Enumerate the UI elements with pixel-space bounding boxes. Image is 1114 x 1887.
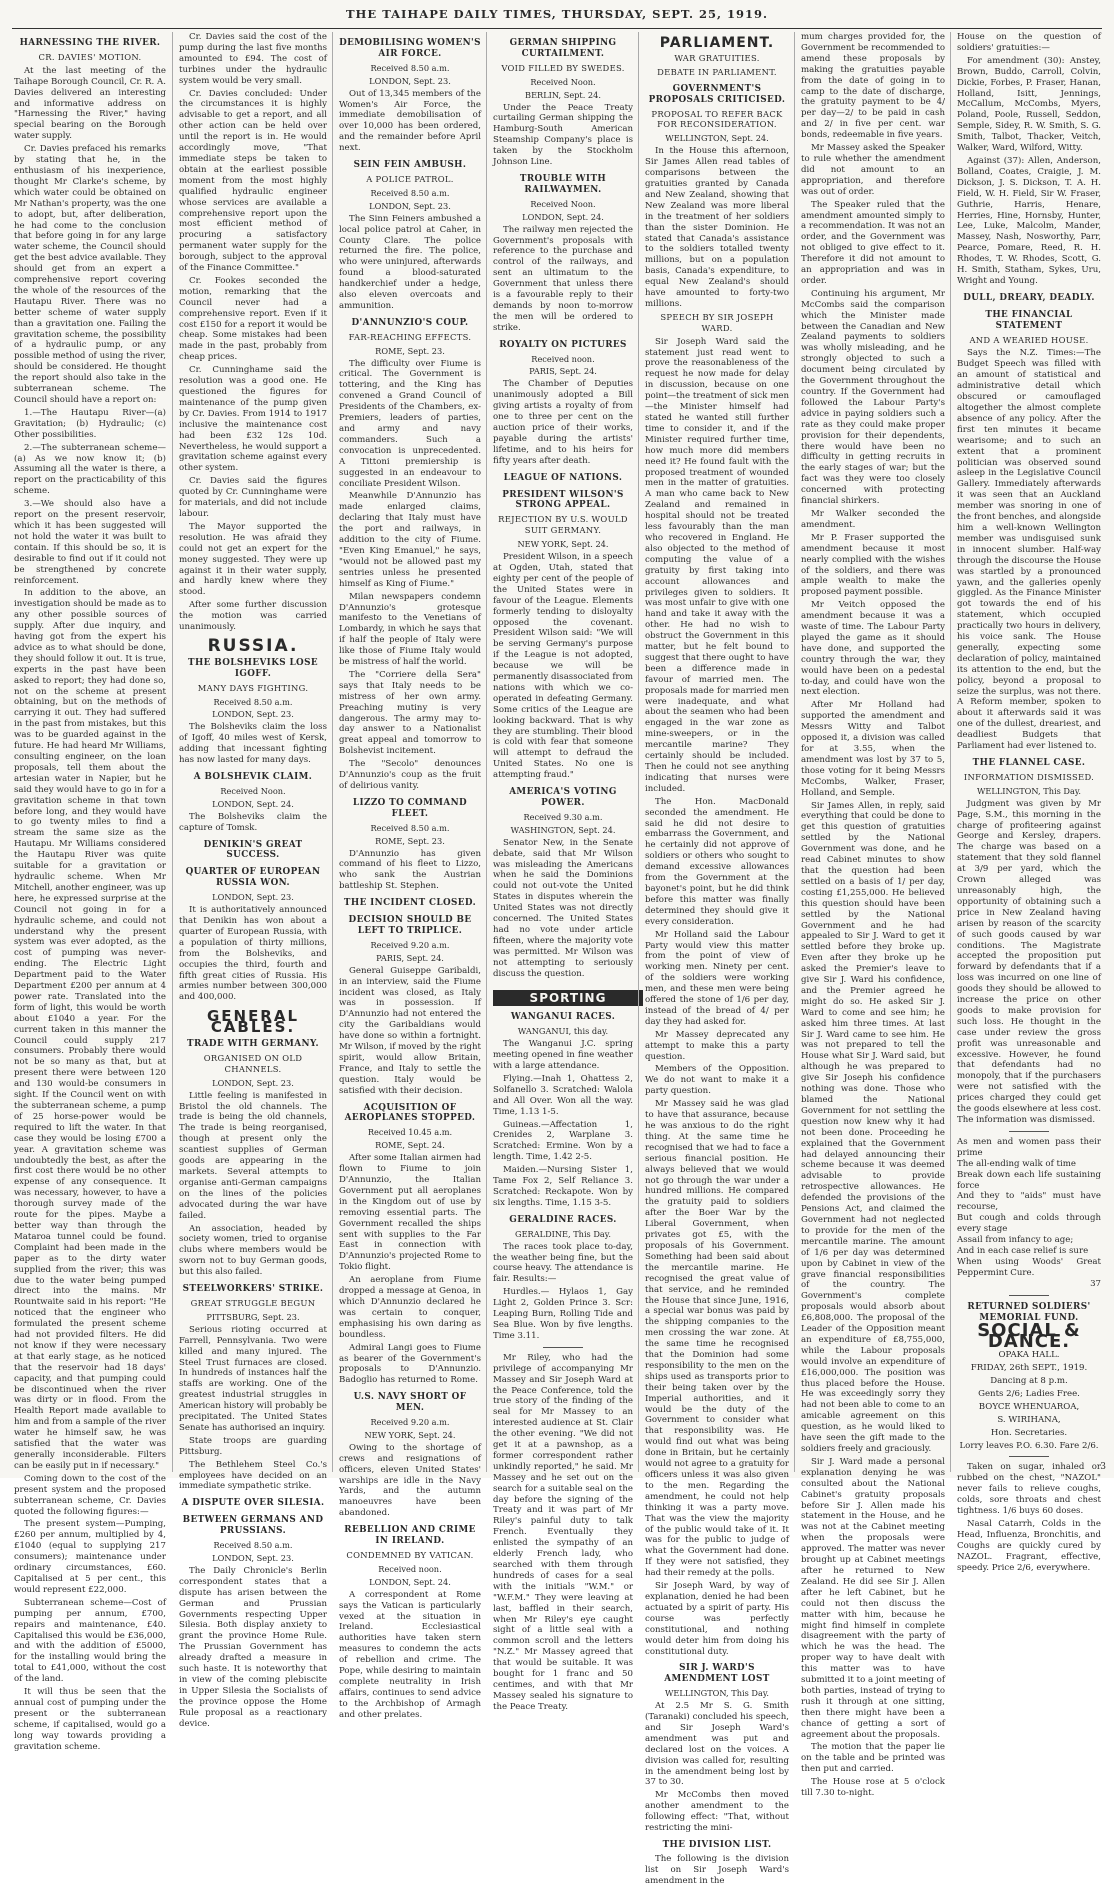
headline: A BOLSHEVIK CLAIM.: [193, 772, 313, 782]
paragraph: Under the Peace Treaty curtailing German shipping the Hamburg-South American Steamship Company's place is taken by the Stockholm Johnson Line.: [493, 102, 633, 168]
paragraph: Cr. Cunninghame said the resolution was a good one. He questioned the figures for maintenance of the pump given by Cr. Davies. From 1914 to 1917 inclusive the maintenance cost had been £32 12s 10d. Nevertheless, he would support a gravitation scheme against every other system.: [179, 365, 327, 474]
headline: DECISION SHOULD BE LEFT TO TRIPLICE.: [348, 915, 472, 936]
paragraph: The difficulty over Fiume is critical. The Government is tottering, and the King has convened a Grand Council of Presidents of the Chambers, ex-Premiers, leaders of parties, and army and navy commanders. Such a convocation is unprecedented. A Tittoni premiership is suggested in an endeavour to conciliate President Wilson.: [339, 358, 481, 489]
paragraph: The motion that the paper lie on the table and be printed was then put and carried.: [801, 1742, 945, 1775]
paragraph: In the House this afternoon, Sir James Allen read tables of comparisons between the gratuities granted by Canada and New Zealand, showing that New Zealand was more liberal in the treatment of her soldiers than the sister Dominion. He stated that Canada's assistance to the soldiers totalled twenty millions, but on a population basis, Canada's expenditure, to equal New Zealand's should have amounted to forty-two millions.: [645, 146, 789, 309]
paragraph: An association, headed by society women, tried to organise clubs where members would be sworn not to buy German goods, but this also failed.: [179, 1223, 327, 1278]
ad-title: SOCIAL & DANCE.: [977, 1320, 1081, 1353]
column-7: [950, 32, 1107, 1573]
paragraph: Sir Joseph Ward said the statement just read went to prove the reasonableness of the request he now made for delay in discussion, because on one point—the treatment of sick men—the Minister himself had stated he wanted still further time to consider it, and if the Minister required further time, how much more did members need it? He found fault with the proposed treatment of wounded men in the matter of gratuities. A man who came back to New Zealand and remained in hospital should not be treated less favourably than the man who recovered in England. He also objected to the method of computing the value of a gratuity by first taking into account allowances and privileges given to soldiers. It was most unfair to give with one hand and take it away with the other. He had no wish to obstruct the Government in this matter, but he felt bound to suggest that there ought to have been a difference made in favour of married men. The proposals made for married men were inadequate, and what about the seamen who had been engaged in the war zone as mine-sweepers, or in the mercantile marine? They certainly should be included. Then he could not see anything indicating that nurses were included.: [645, 336, 789, 794]
dateline: LONDON, Sept. 23.: [369, 200, 451, 211]
paragraph: The present system—Pumping, £260 per annum, multiplied by 4, £1040 (equal to supplying 217 consumers); maintenance under ordinary circumstances, £60. Capitalised at 5 per cent., this would represent £22,000.: [14, 1519, 166, 1595]
dateline: NEW YORK, Sept. 24.: [517, 539, 609, 550]
paragraph: House on the question of soldiers' gratuities:—: [957, 32, 1101, 53]
dateline: Received 8.50 a.m.: [213, 1540, 293, 1551]
paragraph: At 2.5 Mr S. G. Smith (Taranaki) concluded his speech, and Sir Joseph Ward's amendment was put and declared lost on the voices. A division was called for, resulting in the amendment being lost by 37 to 30.: [645, 1701, 789, 1788]
headline: ACQUISITION OF AEROPLANES STOPPED.: [344, 1102, 476, 1124]
dateline: Received 8.50 a.m.: [213, 696, 293, 707]
paragraph: The "Secolo" denounces D'Annunzio's coup as the fruit of delirious vanity.: [339, 759, 481, 791]
paragraph: Mr Riley, who had the privilege of accompanying Mr Massey and Sir Joseph Ward at the Peace Conference, told the true story of the finding of the seal for Mr Massey to an interested audience at St. Clair the other evening. "We did not get it at a pawnshop, as a former correspondent rather unkindly reported," he said. Mr Massey and he set out on the search for a suitable seal on the day before the signing of the Treaty and it was part of Mr Riley's painful duty to talk French. Eventually they enlisted the sympathy of an elderly French lady, who searched with them through hundreds of cases for a seal with the initials "W.M." or "W.F.M." They were leaving at last, baffled in their search, when Mr Riley's eye caught sight of a little seal with a common scroll and the letters "N.Z." Mr Massey agreed that that would be suitable. It was bought for 1 franc and 50 centimes, and with that Mr Massey sealed his signature to the Peace Treaty.: [493, 1352, 633, 1712]
headline: TROUBLE WITH RAILWAYMEN.: [519, 173, 607, 195]
subheadline: CR. DAVIES' MOTION.: [38, 51, 142, 62]
headline: GERMAN SHIPPING CURTAILMENT.: [509, 38, 617, 59]
headline: AMERICA'S VOTING POWER.: [509, 787, 617, 808]
paragraph: Members of the Opposition. We do not want to make it a party question.: [645, 1064, 789, 1097]
paragraph: Owing to the shortage of crews and resignations of officers, eleven United States' warships are idle in the Navy Yards, and the autumn manoeuvres have been abandoned.: [339, 1442, 481, 1519]
verse-line: The all-ending walk of time: [957, 1158, 1076, 1169]
dateline: WASHINGTON, Sept. 24.: [510, 824, 616, 835]
paragraph: In addition to the above, an investigation should be made as to any other possible sources of supply. After due inquiry, and having got from the expert his advice as to what should be done, they should follow it out. It is true, experts in the past have been asked to report; they had done so, not on the scheme at present obtaining, but on the methods of carrying it out. They had suffered in the past from mistakes, but this was to be guarded against in the future. He had heard Mr Williams, consulting engineer, on the loan proposals, tell them about the artesian water in Napier, but he said they would have to go in for a gravitation scheme in that town before long, and they would have to go twenty miles to find a stream the same size as the Hautapu. Mr Williams considered the Hautapu River was quite suitable for a gravitation or hydraulic scheme. When Mr Mitchell, another engineer, was up here, he expressed surprise at the Council not going in for a hydraulic scheme, and could not understand why the present system was ever adopted, as the cost of pumping was never-ending. The Electric Light Department paid to the Water Department £200 per annum at 4 power rate. Translated into the form of light, this would be worth about £1040 a year. For the current taken in this manner the Council could supply 217 consumers. Probably there would not be so many as that, but at present there were between 120 and 130 would-be consumers in sight. If the Council went on with the subterranean scheme, a pump of 25 horse-power would be required to lift the water. In that case they would be losing £700 a year. A gravitation scheme was undoubtedly the best, as after the first cost there would be no other expense of any consequence. It was necessary, however, to have a thorough survey made of the route for the pipes. Maybe a better way than through the Mataroa tunnel could be found. Complaint had been made in the paper as to the dirty water supplied from the river; this was due to the water being pumped direct into the mains. Mr Rountwaite said in his report: "He noticed that the engineer who formulated the present scheme had not provided filters. He did not know if they were necessary at that early stage, as he noticed that the reservoir had 18 days' capacity, and that pumping could be discontinued when the river was dirty or in flood. From the Health Report made available to him and from a sample of the river water he himself saw, he was satisfied that the water was generally inconsiderable. Filters can be easily put in if necessary.": [14, 588, 167, 1471]
headline: QUARTER OF EUROPEAN RUSSIA WON.: [185, 867, 321, 889]
dateline: NEW YORK, Sept. 24.: [364, 1429, 456, 1440]
paragraph: 1.—The Hautapu River—(a) Gravitation; (b) Hydraulic; (c) Other possibilities.: [14, 407, 166, 440]
dateline: LONDON, Sept. 24.: [212, 798, 294, 809]
paragraph: After some Italian airmen had flown to Fiume to join D'Annunzio, the Italian Government put all aeroplanes in the Kingdom out of use by removing essential parts. The Government recalled the ships sent with supplies to the Far East in connection with D'Annunzio's projected Rome to Tokio flight.: [339, 1153, 481, 1273]
paragraph: The Bolsheviks claim the capture of Tomsk.: [179, 811, 327, 833]
dateline: LONDON, Sept. 23.: [212, 1077, 294, 1088]
paragraph: The races took place to-day, the weather being fine, but the course heavy. The attendance is fair. Results:—: [493, 1241, 633, 1285]
subheadline: REJECTION BY U.S. WOULD SUIT GERMANY.: [498, 514, 628, 536]
paragraph: 3.—We should also have a report on the present reservoir, which it has been suggested will not hold the water it was built to contain. If this should be so, it is desirable to find out if it could not be strengthened by concrete reinforcement.: [14, 499, 166, 586]
paragraph: It will thus be seen that the annual cost of pumping under the present or the subterranean scheme, if capitalised, would go a long way towards providing a gravitation scheme.: [14, 1687, 166, 1752]
verse-line: And they to "aids" must have recourse,: [957, 1191, 1101, 1213]
paragraph: The Chamber of Deputies unanimously adopted a Bill giving artists a royalty of from one to three per cent on the auction price of their works, payable during the artists' lifetime, and to his heirs for fifty years after death.: [493, 379, 633, 466]
column-6: [794, 32, 951, 1799]
dateline: LONDON, Sept. 23.: [369, 75, 451, 86]
ad-venue: OPAKA HALL.: [998, 1350, 1060, 1361]
separator: [1009, 1456, 1049, 1457]
masthead: THE TAIHAPE DAILY TIMES, THURSDAY, SEPT. 25, 1919.: [346, 7, 768, 21]
paragraph: State troops are guarding Pittsburg.: [179, 1435, 327, 1457]
verse-line: Assail from infancy to age;: [957, 1235, 1074, 1246]
paragraph: For amendment (30): Anstey, Brown, Buddo, Carroll, Colvin, Dickie, Forbes, P. Fraser, Hanan, Holland, Isitt, Jennings, McCallum, McCombs, Myers, Poland, Poole, Russell, Seddon, Semple, Sidey, R. W. Smith, S. G. Smith, Talbot, Thacker, Veitch, Walker, Ward, Wilford, Witty.: [957, 55, 1101, 154]
headline: THE BOLSHEVIKS LOSE IGOFF.: [188, 657, 318, 679]
paragraph: Out of 13,345 members of the Women's Air Force, the immediate demobilisation of over 10,000 has been ordered, and the remainder before April next.: [339, 88, 481, 154]
dateline: Received 9.20 a.m.: [370, 1417, 450, 1428]
ad-date: FRIDAY, 26th SEPT., 1919.: [970, 1363, 1088, 1374]
paragraph: Cr. Davies prefaced his remarks by stating that he, in the enthusiasm of his inexperience, thought Mr Clarke's scheme, by which water could be obtained on Mr Nathan's property, was the one to adopt, but, after deliberation, he had come to the conclusion that before going in for any large water scheme, the Council should get the best advice available. They should get from an expert a comprehensive report covering the whole of the resources of the Hautapu River. There was no better scheme of water supply than a gravitation one. Failing the gravitation scheme, the possibility of a hydraulic pump, or any possible method of using the river, should be considered. He thought the report should also take in the subterranean scheme. The Council should have a report on:: [14, 144, 166, 405]
paragraph: Against (37): Allen, Anderson, Bolland, Coates, Craigie, J. M. Dickson, J. S. Dickson, T. A. H. Field, W. H. Field, Sir W. Fraser, Guthrie, Harris, Henare, Herries, Hine, Hornsby, Hunter, Lee, Luke, Malcolm, Mander, Massey, Nash, Nosworthy, Parr, Pearce, Pomare, Reed, R. H. Rhodes, T. W. Rhodes, Scott, G. H. Smith, Statham, Sykes, Uru, Wright and Young.: [957, 155, 1101, 286]
paragraph: Guineas.—Affectation 1, Crenides 2, Warplane 3. Scratched: Ermine. Won by a length. Time, 1.42 2-5.: [493, 1119, 633, 1163]
headline: DULL, DREARY, DEADLY.: [963, 292, 1095, 303]
paragraph: Mr Massey deprecated any attempt to make this a party question.: [645, 1029, 789, 1062]
headline: THE DIVISION LIST.: [662, 1840, 772, 1850]
column-1: [8, 32, 172, 1752]
dateline: Received 8.50 a.m.: [370, 187, 450, 198]
dateline: WANGANUI, this day.: [517, 1026, 609, 1037]
dateline: Received 10.45 a.m.: [367, 1127, 453, 1138]
headline: REBELLION AND CRIME IN IRELAND.: [344, 1525, 476, 1547]
dateline: Received 9.30 a.m.: [523, 811, 603, 822]
paragraph: Mr Massey said he was glad to have that assurance, because he was anxious to do the right thing. At the same time he recognised that we had to face a serious financial position. He always believed that we would not go through the war under a hundred millions. He compared the gratuity paid to soldiers after the Boer War by the Liberal Government, when privates got £5, with the proposals of his Government. Something had been said about the mercantile marine. He recognised the great value of that service, and he reminded the House that since June, 1916, a special war bonus was paid by the shipping companies to the men crossing the war zone. At the same time he recognised that the Dominion had some responsibility to the men on the ships used as transports prior to their being taken over by the Imperial authorities, and it would be the duty of the Government to consider what that responsibility was. He would find out what was being done in Britain, but he certainly would not agree to a gratuity for officers unless it was also given to the men. Regarding the amendment, he could not help thinking it was a party move. That was the view the majority of the public would take of it. It was for the public to judge of what the Government had done. If they were not satisfied, they had their remedy at the polls.: [645, 1099, 789, 1579]
paragraph: Cr. Davies said the cost of the pump during the last five months amounted to £94. The cost of turbines under the hydraulic system would be very small.: [179, 32, 327, 86]
dateline: LONDON, Sept. 23.: [212, 1553, 294, 1563]
paragraph: The Bethlehem Steel Co.'s employees have decided on an immediate sympathetic strike.: [179, 1459, 327, 1492]
paragraph: Flying.—Inah 1, Ohattess 2, Solfanello 3. Scratched: Walola and All Over. Won all the way. Time, 1.13 1-5.: [493, 1073, 633, 1117]
dateline: PARIS, Sept. 24.: [529, 366, 597, 377]
headline: THE INCIDENT CLOSED.: [343, 898, 477, 909]
paragraph: Senator New, in the Senate debate, said that Mr Wilson was misleading the Americans when he said the Dominions could not out-vote the United States in disputes wherein the United States was not directly concerned. The United States had no vote under article fifteen, where the majority vote was permitted. Mr Wilson was not attempting to seriously discuss the question.: [493, 837, 633, 979]
paragraph: Continuing his argument, Mr McCombs said the comparison which the Minister made between the Canadian and New Zealand payments to soldiers was wholly misleading, and he strongly objected to such a document being circulated by the Government throughout the country. If the Government had followed the Labour Party's advice in paying soldiers such a rate as they could make proper provision for their dependents, there would have been no difficulty in getting recruits in the early stages of war; but the fact was they were too closely concerned with protecting financial shirkers.: [801, 288, 945, 507]
ad-heading: RETURNED SOLDIERS' MEMORIAL FUND.: [967, 1301, 1091, 1323]
paragraph: The Mayor supported the resolution. He was afraid they could not get an expert for the money suggested. They were up against it in their water supply, and hardly knew where they stood.: [179, 521, 327, 598]
ad-organiser: BOYCE WHENUAROA,: [978, 1401, 1080, 1412]
subheadline: SPEECH BY SIR JOSEPH WARD.: [660, 311, 774, 333]
subheadline: VOID FILLED BY SWEDES.: [501, 62, 625, 73]
paragraph: Mr Massey asked the Speaker to rule whether the amendment did not amount to an appropriation, and therefore was out of order.: [801, 143, 945, 197]
paragraph: It is authoritatively announced that Denikin has won about a quarter of European Russia, with a population of thirty millions, from the Bolsheviks, and occupies the third, fourth and fifth great cities of Russia. His armies number between 300,000 and 400,000.: [179, 905, 327, 1003]
subheadline: WAR GRATUITIES.: [674, 52, 760, 63]
dateline: Received 8.50 a.m.: [370, 822, 450, 833]
paragraph: An aeroplane from Fiume dropped a message at Genoa, in which D'Annunzio declared he was certain to conquer, emphasising his own daring as boundless.: [339, 1275, 481, 1340]
paragraph: A correspondent at Rome says the Vatican is particularly vexed at the situation in Ireland. Ecclesiastical authorities have taken stern measures to condemn the acts of rebellion and crime. The Pope, while desiring to maintain complete neutrality in Irish affairs, continues to send advice to the Archbishop of Armagh and other prelates.: [339, 1589, 481, 1720]
paragraph: President Wilson, in a speech at Ogden, Utah, stated that eighty per cent of the people of the United States were in favour of the League. Elements formerly tending to disloyalty opposed the covenant. President Wilson said: "We will be serving Germany's purpose if the League is not adopted, because we will be permanently disassociated from nations with which we co-operated in defeating Germany. Some critics of the League are looking backward. That is why they are stumbling. Their blood is cold with fear that someone will attempt to defraud the United States. No one is attempting fraud.": [493, 552, 633, 781]
paragraph: Mr McCombs then moved another amendment to the following effect: "That, without restricting the mini-: [645, 1790, 789, 1834]
headline: SEIN FEIN AMBUSH.: [353, 160, 467, 171]
dateline: WELLINGTON, This Day.: [665, 1688, 769, 1699]
paragraph: Admiral Langi goes to Fiume as bearer of the Government's proposals to D'Annunzio. Badoglio has returned to Rome.: [339, 1342, 481, 1386]
ad-prices: Gents 2/6; Ladies Free.: [978, 1388, 1080, 1399]
dateline: LONDON, Sept. 23.: [212, 709, 294, 720]
dateline: Received Noon.: [530, 76, 596, 87]
subheadline: A POLICE PATROL.: [366, 173, 454, 184]
headline: STEELWORKERS' STRIKE.: [182, 1284, 324, 1295]
headline: PRESIDENT WILSON'S STRONG APPEAL.: [502, 489, 624, 511]
dateline: WELLINGTON, Sept. 24.: [665, 133, 769, 144]
ad-organiser-title: Hon. Secretaries.: [990, 1427, 1068, 1438]
headline: TRADE WITH GERMANY.: [187, 1039, 319, 1050]
headline: THE FLANNEL CASE.: [972, 758, 1086, 768]
paragraph: 2.—The subterranean scheme—(a) As we now know it; (b) Assuming all the water is there, a report on the practicability of this scheme.: [14, 442, 166, 497]
separator: [1009, 1295, 1049, 1296]
dateline: Received 9.20 a.m.: [370, 939, 450, 950]
paragraph: Nasal Catarrh, Colds in the Head, Influenza, Bronchitis, and Coughs are quickly cured by NAZOL. Fragrant, effective, speedy. Price 2/6, everywhere.: [957, 1519, 1101, 1573]
paragraph: Sir J. Ward made a personal explanation denying he was consulted about the National Cabinet's gratuity proposals before Sir J. Allen made his statement in the House, and he was not at the Cabinet meeting when the proposals were approved. The matter was never brought up at Cabinet meetings after he returned to New Zealand. He did see Sir J. Allen after he left Cabinet, but he could not then discuss the matter with him, because he might find himself in complete disagreement with the party of which he was the head. The proper way to have dealt with this matter was to have submitted it to a joint meeting of both parties, instead of trying to rush it through at one sitting, then there might have been a chance of getting a sort of agreement about the proposals.: [801, 1456, 945, 1740]
paragraph: Subterranean scheme—Cost of pumping per annum, £700, repairs and maintenance, £40. Capitalised this would be £36,000, and with the addition of £5000, for the installing would bring the total to £41,000, without the cost of the land.: [14, 1597, 166, 1685]
paragraph: Milan newspapers condemn D'Annunzio's grotesque manifesto to the Venetians of Lombardy, in which he says that if half the people of Italy were like those of Fiume Italy would be mistress of half the world.: [339, 591, 481, 668]
headline: HARNESSING THE RIVER.: [19, 38, 161, 48]
paragraph: Meanwhile D'Annunzio has made enlarged claims, declaring that Italy must have the port and railways, in addition to the city of Fiume. "Even King Emanuel," he says, "would not be allowed past my sentries unless he presented himself as King of Fiume.": [339, 491, 481, 589]
headline: GERALDINE RACES.: [509, 1214, 617, 1225]
headline: BETWEEN GERMANS AND PRUSSIANS.: [182, 1515, 324, 1537]
paragraph: D'Annunzio has given command of his fleet to Lizzo, who sank the Austrian battleship St. Stephen.: [339, 848, 481, 892]
separator: [543, 1347, 583, 1348]
page-number: 3: [1100, 1462, 1106, 1472]
paragraph: Taken on sugar, inhaled or rubbed on the chest, "NAZOL" never fails to relieve coughs, colds, sore throats and chest tightness. 1/6 buys 60 doses.: [957, 1462, 1101, 1517]
paragraph: Says the N.Z. Times:—The Budget Speech was filled with an amount of statistical and administrative detail which obscured or camouflaged altogether the almost complete absence of any policy. After the first ten minutes it became wearisome; and to such an extent that a prominent politician was observed sound asleep in the Legislative Council Gallery. Immediately afterwards it was seen that an Auckland member was snoring in one of the front benches, and alongside him a well-known Wellington member was undisguised sunk in innocent slumber. Half-way through the discourse the House was startled by a pronounced yawn, and the galleries openly giggled. As the Finance Minister got towards the end of his statement, which occupied practically two hours in delivery, his voice sank. The House generally, expecting some declaration of policy, maintained its attention to the end, but the policy, beyond a proposal to seize the surplus, was not there. A Reform member, spoken to about it afterwards said it was one of the dullest, dreariest, and deadliest Budgets that Parliament had ever listened to.: [957, 348, 1101, 752]
paragraph: Cr. Davies said the figures quoted by Cr. Cunninghame were for materials, and did not include labour.: [179, 476, 327, 519]
paragraph: Mr Holland said the Labour Party would view this matter from the point of view of working men. Ninety per cent. of the soldiers were working men, and these men were being offered the stone of 1/6 per day, instead of the bread of 4/ per day they had asked for.: [645, 929, 789, 1027]
dateline: Received Noon.: [220, 785, 286, 796]
advertisement-social-dance: [957, 1302, 1101, 1452]
paragraph: The House rose at 5 o'clock till 7.30 to-night.: [801, 1777, 945, 1799]
section-banner-sporting: SPORTING: [493, 990, 643, 1007]
paragraph: Serious rioting occurred at Farrell, Pennsylvania. Two were killed and many injured. The Steel Trust furnaces are closed. In hundreds of instances half the staffs are working. One of the greatest industrial struggles in American history will probably be precipitated. The United States Senate has authorised an inquiry.: [179, 1324, 327, 1433]
section-title-general-cables: GENERAL CABLES.: [206, 1007, 300, 1037]
paragraph: Sir Joseph Ward, by way of explanation, denied he had been actuated by a spirit of party. His course was perfectly constitutional, and nothing would deter him from doing his constitutional duty.: [645, 1581, 789, 1657]
dateline: BERLIN, Sept. 24.: [525, 89, 601, 100]
ad-organiser: S. WIRIHANA,: [997, 1414, 1061, 1425]
subheadline: INFORMATION DISMISSED.: [963, 771, 1095, 782]
dateline: LONDON, Sept. 24.: [369, 1576, 451, 1587]
verse-line: But cough and colds through every stage: [957, 1213, 1101, 1235]
paragraph: Sir James Allen, in reply, said everything that could be done to get this question of gratuities settled by the National Government was done, and he read Cabinet minutes to show that the question had been settled on a basis of 1/ per day, costing £1,255,000. He believed this question should have been settled by the National Government and he had appealed to Sir J. Ward to get it settled before they broke up. Even after they broke up he asked the Premier's leave to give Sir J. Ward his confidence, and the Premier agreed he might do so. He asked Sir J. Ward to come and see him; he asked him three times. At last Sir J. Ward came to see him. He was not prepared to tell the House what Sir J. Ward said, but although he was prepared to give Sir Joseph his confidence nothing was done. Those who blamed the National Government for not settling the question now knew why it had not been done. Proceeding he explained that the Government had delayed announcing their scheme because it was deemed advisable to provide retrospective allowances. He defended the provisions of the Pensions Act, and claimed the Government had not neglected to provide for the men of the mercantile marine. The amount of 1/6 per day was determined upon by Cabinet in view of the grave financial responsibilities of the country. The Government's complete proposals would absorb about £6,808,000. The proposal of the Leader of the Opposition meant an expenditure of £8,755,000, while the Labour proposals would involve an expenditure of £16,000,000. The position was thus placed before the House. He was exceedingly sorry they had not been able to come to an amicable agreement on this question, as he would liked to have seen the gift made to the soldiers freely and graciously.: [801, 800, 945, 1454]
paragraph: Cr. Fookes seconded the motion, remarking that the Council never had a comprehensive report. Even if it cost £150 for a report it would be cheap. Some mistakes had been made in the past, probably from cheap prices.: [179, 275, 327, 363]
paragraph: At the last meeting of the Taihape Borough Council, Cr. R. A. Davies delivered an interesting and informative address on "Harnessing the River," having special bearing on the Borough water supply.: [14, 65, 166, 142]
ad-transport: Lorry leaves P.O. 6.30. Fare 2/6.: [959, 1440, 1099, 1451]
dateline: ROME, Sept. 23.: [375, 345, 445, 356]
ad-code: 37: [1090, 1278, 1101, 1289]
dateline: LONDON, Sept. 24.: [522, 211, 604, 222]
column-3: [332, 32, 487, 1720]
headline: ROYALTY ON PICTURES: [499, 339, 627, 350]
headline: THE FINANCIAL STATEMENT: [985, 309, 1073, 331]
ad-time: Dancing at 8 p.m.: [990, 1376, 1068, 1387]
subheadline: MANY DAYS FIGHTING.: [197, 682, 309, 693]
paragraph: The Bolsheviks claim the loss of Igoff, 40 miles west of Kersk, adding that incessant fighting has now lasted for many days.: [179, 722, 327, 766]
subheadline: PROPOSAL TO REFER BACK FOR RECONSIDERATION.: [651, 108, 783, 130]
section-title-parliament: PARLIAMENT.: [659, 35, 775, 51]
subheadline: AND A WEARIED HOUSE.: [969, 334, 1089, 345]
verse-line: When using Woods' Great Peppermint Cure.: [957, 1256, 1101, 1278]
dateline: PARIS, Sept. 24.: [376, 952, 444, 963]
section-title-russia: RUSSIA.: [207, 635, 299, 656]
subheadline: CONDEMNED BY VATICAN.: [346, 1550, 474, 1560]
paragraph: The Wanganui J.C. spring meeting opened in fine weather with a large attendance.: [493, 1039, 633, 1072]
subheadline: DEBATE IN PARLIAMENT.: [657, 66, 777, 77]
dateline: Received noon.: [378, 1563, 442, 1574]
headline: U.S. NAVY SHORT OF MEN.: [353, 1392, 467, 1414]
headline: LEAGUE OF NATIONS.: [503, 472, 623, 483]
headline: LIZZO TO COMMAND FLEET.: [352, 797, 468, 819]
paragraph: The Daily Chronicle's Berlin correspondent states that a dispute has arisen between the German and Prussian Governments respecting Upper Silesia. Both display anxiety to grant the province Home Rule. The Prussian Government has already drafted a measure in such haste. It is noteworthy that in view of the coming plebiscite in Upper Silesia the Socialists of the province oppose the Home Rule proposal as a reactionary device.: [179, 1565, 327, 1729]
headline: SIR J. WARD'S AMENDMENT LOST: [664, 1663, 770, 1685]
paragraph: Mr P. Fraser supported the amendment because it most nearly complied with the wishes of the soldiers, and there was ample wealth to make the proposed payment possible.: [801, 532, 945, 598]
dateline: ROME, Sept. 24.: [375, 1140, 445, 1151]
paragraph: The Hon. MacDonald seconded the amendment. He said he did not desire to embarrass the Government, and he certainly did not approve of soldiers or others who sought to demand excessive allowances from the Government at the bayonet's point, but he did think before this matter was finally determined they should give it every consideration.: [645, 796, 789, 927]
paragraph: Hurdles.— Hylaos 1, Gay Light 2, Golden Prince 3. Scr: Leaping Burn, Rolling Tide and Sea Blue. Won by five lengths. Time 3.11.: [493, 1287, 633, 1341]
paragraph: The "Corriere della Sera" says that Italy needs to be mistress of her own army. Preaching mutiny is very dangerous. The army may to-day answer to a Nationalist great appeal and tomorrow to Bolshevist incitement.: [339, 669, 481, 757]
paragraph: mum charges provided for, the Government be recommended to amend these proposals by making the gratuities payable from the date of going in to camp to the date of discharge, the gratuity payment to be 4/ per day—2/ to be paid in cash and 2/ in five per cent. war bonds, redeemable in five years.: [801, 32, 945, 141]
paragraph: Maiden.—Nursing Sister 1, Tame Fox 2, Self Reliance 3. Scratched: Reckapote. Won by six lengths. Time, 1.15 3-5.: [493, 1165, 633, 1208]
dateline: Received Noon.: [530, 198, 596, 209]
headline: DEMOBILISING WOMEN'S AIR FORCE.: [339, 38, 481, 59]
headline: D'ANNUNZIO'S COUP.: [351, 317, 469, 328]
dateline: WELLINGTON, This Day.: [977, 785, 1081, 796]
separator: [1009, 1131, 1049, 1132]
subheadline: FAR-REACHING EFFECTS.: [348, 331, 472, 342]
column-4: [486, 32, 639, 1712]
dateline: Received noon.: [531, 353, 595, 364]
headline: A DISPUTE OVER SILESIA.: [181, 1498, 325, 1509]
paragraph: The following is the division list on Sir Joseph Ward's amendment in the: [645, 1853, 789, 1886]
paragraph: The railway men rejected the Government's proposals with reference to the purchase and control of the railways, and sent an ultimatum to the Government that unless there is a favourable reply to their demands by noon to-morrow the men will be ordered to strike.: [493, 224, 633, 333]
dateline: LONDON, Sept. 23.: [212, 892, 294, 903]
headline: GOVERNMENT'S PROPOSALS CRITICISED.: [648, 83, 786, 105]
dateline: GERALDINE, This Day.: [515, 1228, 611, 1239]
dateline: ROME, Sept. 23.: [375, 835, 445, 846]
verse-line: Break down each life sustaining force: [957, 1169, 1101, 1191]
paragraph: Mr Veitch opposed the amendment because it was a waste of time. The Labour Party played the game as it should have done, and supported the country through the war, they would have been on a pedestal to-day, and could have won the next election.: [801, 600, 945, 698]
column-5: [638, 32, 795, 1886]
verse-line: As men and women pass their prime: [957, 1136, 1101, 1158]
dateline: Received 8.50 a.m.: [370, 62, 450, 73]
subheadline: GREAT STRUGGLE BEGUN: [190, 1297, 316, 1308]
masthead-rule: [12, 28, 1102, 29]
verse-line: And in each case relief is sure: [957, 1245, 1089, 1256]
paragraph: After Mr Holland had supported the amendment and Messrs Witty and Talbot opposed it, a division was called for at 3.55, when the amendment was lost by 37 to 5, those voting for it being Messrs McCombs, Walker, Fraser, Holland, and Semple.: [801, 700, 945, 798]
column-2: [172, 32, 333, 1729]
paragraph: Coming down to the cost of the present system and the proposed subterranean scheme, Cr. Davies quoted the following figures:—: [14, 1473, 166, 1517]
dateline: PITTSBURG, Sept. 23.: [206, 1311, 300, 1322]
headline: WANGANUI RACES.: [510, 1012, 616, 1023]
paragraph: Mr Walker seconded the amendment.: [801, 508, 945, 530]
subheadline: ORGANISED ON OLD CHANNELS.: [203, 1052, 303, 1074]
paragraph: After some further discussion the motion was carried unanimously.: [179, 600, 327, 633]
paragraph: The Sinn Feiners ambushed a local police patrol at Caher, in County Clare. The police returned the fire. The police, who were uninjured, afterwards found a blood-saturated handkerchief under a hedge, also eleven overcoats and ammunition.: [339, 213, 481, 311]
paragraph: Little feeling is manifested in Bristol the old channels. The trade is being the old channels, The trade is being reorganised, though at present only the scantiest supplies of German goods are appearing in the markets. Several attempts to organise anti-German campaigns on the lines of the policies advocated during the war have failed.: [179, 1090, 327, 1221]
paragraph: Cr. Davies concluded: Under the circumstances it is highly advisable to get a report, and all other action can be held over until the report is in. He would accordingly move, "That immediate steps be taken to obtain at the earliest possible moment from the most highly qualified hydraulic engineer whose services are available a comprehensive report upon the most efficient method of procuring a satisfactory permanent water supply for the borough, subject to the approval of the Finance Committee.": [179, 88, 327, 274]
paragraph: General Guiseppe Garibaldi, in an interview, said the Fiume incident was closed, as Italy was in possession. If D'Annunzio had not entered the city the Garibaldians would have done so within a fortnight. Mr Wilson, if moved by the right spirit, would allow Britain, France, and Italy to settle the question. Italy would be satisfied with their decision.: [339, 965, 481, 1096]
paragraph: The Speaker ruled that the amendment amounted simply to a recommendation. It was not an order, and the Government was not obliged to give effect to it. Therefore it did not amount to an appropriation and was in order.: [801, 199, 945, 286]
headline: DENIKIN'S GREAT SUCCESS.: [203, 839, 303, 861]
paragraph: Judgment was given by Mr Page, S.M., this morning in the charge of profiteering against George and Kersley, drapers. The charge was based on a statement that they sold flannel at 3/9 per yard, which the Crown alleged was unreasonably high, the opportunity of obtaining such a price in New Zealand having arisen by reason of the scarcity of such goods caused by war conditions. The Magistrate accepted the proposition put forward by defendants that if a loss was incurred on one line of goods they should be allowed to increase the price on other goods to make provision for such loss. He thought in the case under review the gross profit was unreasonable and excessive. However, he found that defendants had no monopoly, that if the purchasers were not satisfied with the prices charged they could get the goods elsewhere at less cost. The information was dismissed.: [957, 798, 1101, 1125]
